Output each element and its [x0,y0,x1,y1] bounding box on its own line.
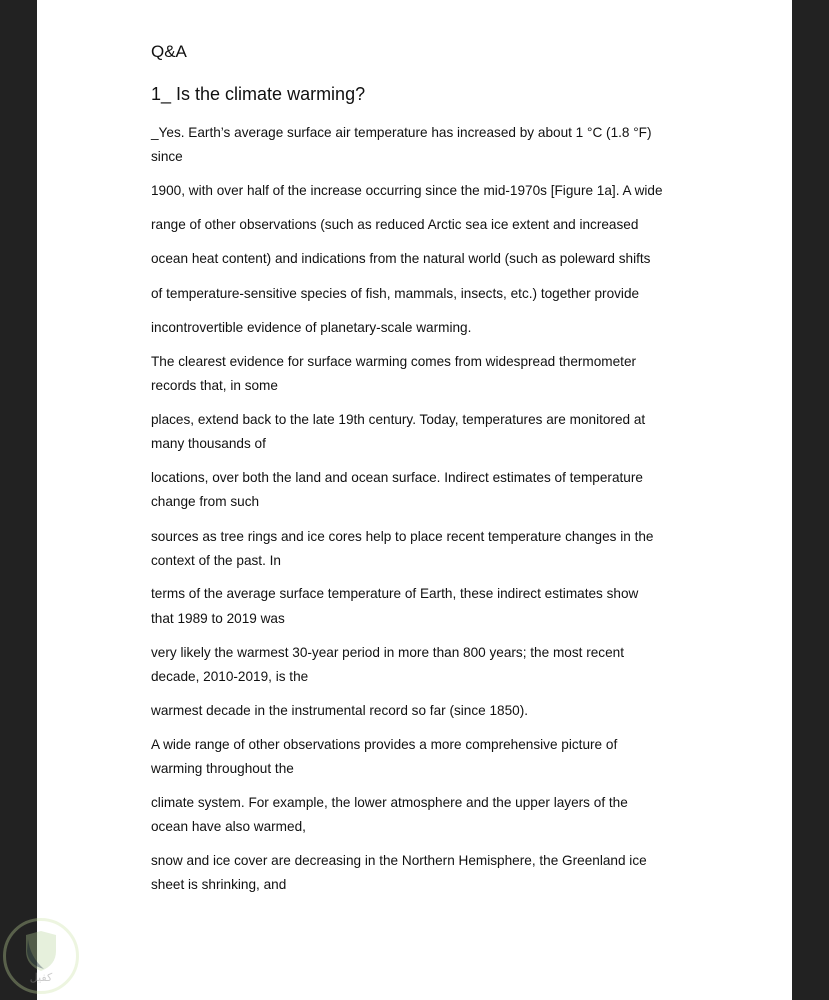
paragraph-line: records that, in some [151,378,278,393]
paragraph-line: warming throughout the [151,761,294,776]
paragraph-line: places, extend back to the late 19th century. Today, temperatures are monitored at [151,412,646,427]
watermark-text: كفيل [29,972,53,984]
paragraph-line: 1900, with over half of the increase occurring since the mid-1970s [Figure 1a]. A wide [151,183,663,198]
paragraph-line: A wide range of other observations provides a more comprehensive picture of [151,737,618,752]
document-page [37,0,792,1000]
paragraph-line: decade, 2010-2019, is the [151,669,309,684]
document-title: Q&A [151,42,187,61]
paragraph-line: that 1989 to 2019 was [151,611,285,626]
paragraph-line: many thousands of [151,436,266,451]
paragraph-line: ocean have also warmed, [151,819,306,834]
paragraph-line: sheet is shrinking, and [151,877,287,892]
paragraph-line: since [151,149,183,164]
watermark-logo [3,918,79,994]
paragraph-line: incontrovertible evidence of planetary-scale warming. [151,320,472,335]
paragraph-line: ocean heat content) and indications from the natural world (such as poleward shifts [151,251,651,266]
question-heading: 1_ Is the climate warming? [151,84,366,104]
paragraph-line: climate system. For example, the lower atmosphere and the upper layers of the [151,795,628,810]
paragraph-line: very likely the warmest 30-year period in more than 800 years; the most recent [151,645,624,660]
paragraph-line: of temperature-sensitive species of fish, mammals, insects, etc.) together provide [151,286,640,301]
paragraph-line: warmest decade in the instrumental record so far (since 1850). [151,703,529,718]
paragraph-line: _Yes. Earth’s average surface air temperature has increased by about 1 °C (1.8 °F) [151,125,652,140]
paragraph-line: locations, over both the land and ocean surface. Indirect estimates of temperature [151,470,643,485]
paragraph-line: snow and ice cover are decreasing in the Northern Hemisphere, the Greenland ice [151,853,647,868]
paragraph-line: sources as tree rings and ice cores help to place recent temperature changes in the [151,529,654,544]
paragraph-line: context of the past. In [151,553,281,568]
paragraph-line: range of other observations (such as reduced Arctic sea ice extent and increased [151,217,639,232]
paragraph-line: terms of the average surface temperature of Earth, these indirect estimates show [151,586,639,601]
paragraph-line: change from such [151,494,260,509]
paragraph-line: The clearest evidence for surface warming comes from widespread thermometer [151,354,637,369]
